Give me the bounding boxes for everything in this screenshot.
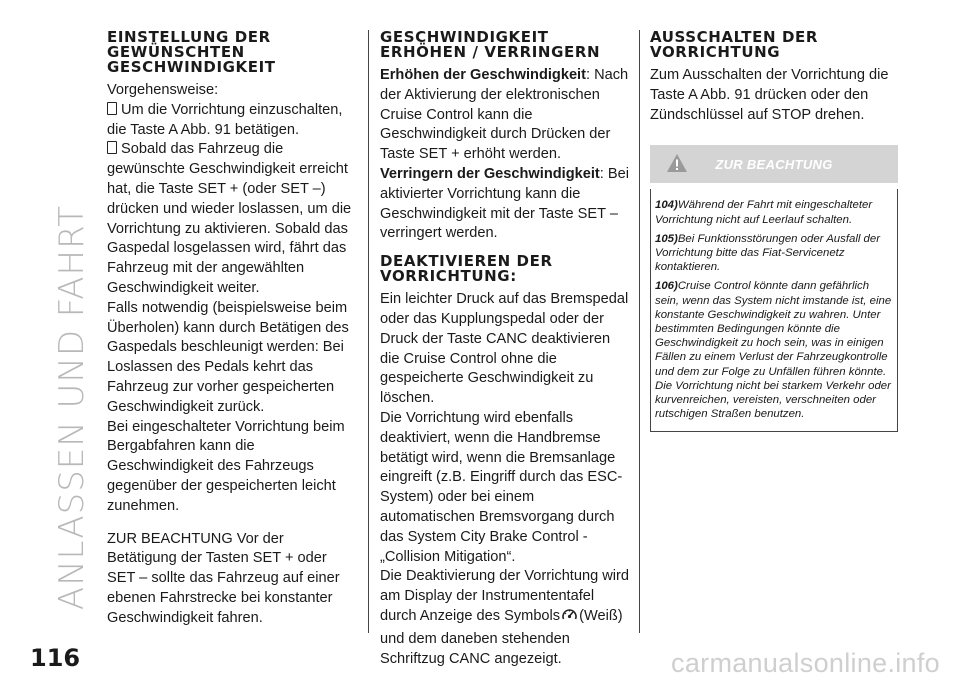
heading-einstellung: EINSTELLUNG DER GEWÜNSCHTEN GESCHWINDIGKEIT — [107, 28, 276, 76]
column-1 — [107, 30, 357, 629]
note-item: 105)Bei Funktionsstörungen oder Ausfall der Vorrichtung bitte das Fiat-Servicenetz kontaktieren. — [655, 232, 881, 274]
page-number: 116 — [30, 644, 81, 672]
column-2 — [380, 30, 630, 669]
paragraph-decrease: Verringern der Geschwindigkeit: Bei aktivierter Vorrichtung kann die Geschwindigkeit mit der Taste SET – verringert werden. — [380, 165, 629, 242]
section-side-tab-label: ANLASSEN UND FAHRT — [52, 204, 92, 610]
column-divider — [368, 30, 369, 633]
notice-title: ZUR BEACHTUNG — [715, 156, 833, 172]
notice-header — [650, 145, 898, 183]
cruise-control-icon — [561, 607, 578, 630]
section-side-tab — [52, 30, 92, 610]
paragraph: Bei eingeschalteter Vorrichtung beim Bergabfahren kann die Geschwindigkeit des Fahrzeugs gegenüber der gespeicherten leicht zunehmen. — [107, 418, 345, 514]
column-3 — [650, 30, 898, 432]
bullet-icon — [107, 141, 117, 154]
paragraph: Die Vorrichtung wird ebenfalls deaktiviert, wenn die Handbremse betätigt wird, wenn die Bremsanlage eingreift (z.B. Eingriff durch das ESC-System) oder bei einem automatischen Bremsvorgang durch das System City Brake Control - „Collision Mitigation“. — [380, 409, 623, 565]
increase-label: Erhöhen der Geschwindigkeit — [380, 67, 586, 83]
note-item: 104)Während der Fahrt mit eingeschalteter Vorrichtung nicht auf Leerlauf schalten. — [655, 199, 873, 226]
heading-ausschalten: AUSSCHALTEN DER VORRICHTUNG — [650, 28, 819, 61]
paragraph: Die Deaktivierung der Vorrichtung wird am Display der Instrumententafel durch Anzeige des Symbols (Weiß) und dem daneben stehenden Schriftzug CANC angezeigt. — [380, 568, 630, 667]
warning-icon — [666, 153, 688, 178]
decrease-label: Verringern der Geschwindigkeit — [380, 165, 600, 182]
bullet-step-2: Sobald das Fahrzeug die gewünschte Geschwindigkeit erreicht hat, die Taste SET + (oder SET –) drücken und wieder loslassen, um die Vorrichtung zu aktivieren. Sobald das Gaspedal losgelassen wird, fährt das Fahrzeug mit der angewählten Geschwindigkeit weiter. — [107, 141, 352, 296]
paragraph-note: ZUR BEACHTUNG Vor der Betätigung der Tasten SET + oder SET – sollte das Fahrzeug auf einer ebenen Fahrstrecke bei konstanter Geschwindigkeit fahren. — [107, 530, 340, 626]
note-item: 106)Cruise Control könnte dann gefährlich sein, wenn das System nicht imstande ist, eine konstante Geschwindigkeit zu wahren. Unter bestimmten Bedingungen könnte die Geschwindigkeit zu hoch sein, was in einigen Fällen zu einem Verlust der Fahrzeugkontrolle und dem zur Folge zu Unfällen führen könnte. Die Vorrichtung nicht bei starkem Verkehr oder kurvenreichen, vereisten, verschneiten oder rutschigen Straßen benutzen. — [655, 280, 892, 421]
heading-deaktivieren: DEAKTIVIEREN DER VORRICHTUNG: — [380, 252, 553, 286]
notice-body — [650, 189, 898, 432]
paragraph: Zum Ausschalten der Vorrichtung die Taste A Abb. 91 drücken oder den Zündschlüssel auf STOP drehen. — [650, 67, 889, 123]
bullet-step-1: Um die Vorrichtung einzuschalten, die Taste A Abb. 91 betätigen. — [107, 101, 343, 138]
warning-notice — [650, 145, 898, 432]
paragraph-increase: Erhöhen der Geschwindigkeit: Nach der Aktivierung der elektronischen Cruise Control kann die Geschwindigkeit durch Drücken der Taste SET + erhöht werden. — [380, 67, 629, 163]
watermark: carmanualsonline.info — [671, 648, 940, 678]
bullet-icon — [107, 102, 117, 115]
heading-geschwindigkeit: GESCHWINDIGKEIT ERHÖHEN / VERRINGERN — [380, 28, 601, 61]
paragraph: Ein leichter Druck auf das Bremspedal oder das Kupplungspedal oder der Druck der Taste CANC deaktivieren die Cruise Control ohne die gespeicherte Geschwindigkeit zu löschen. — [380, 291, 629, 407]
paragraph: Falls notwendig (beispielsweise beim Überholen) kann durch Betätigen des Gaspedals beschleunigt werden: Bei Loslassen des Pedals kehrt das Fahrzeug zur vorher gespeicherten Geschwindigkeit zurück. — [107, 299, 349, 415]
intro-text: Vorgehensweise: — [107, 82, 219, 98]
column-divider — [639, 30, 640, 633]
